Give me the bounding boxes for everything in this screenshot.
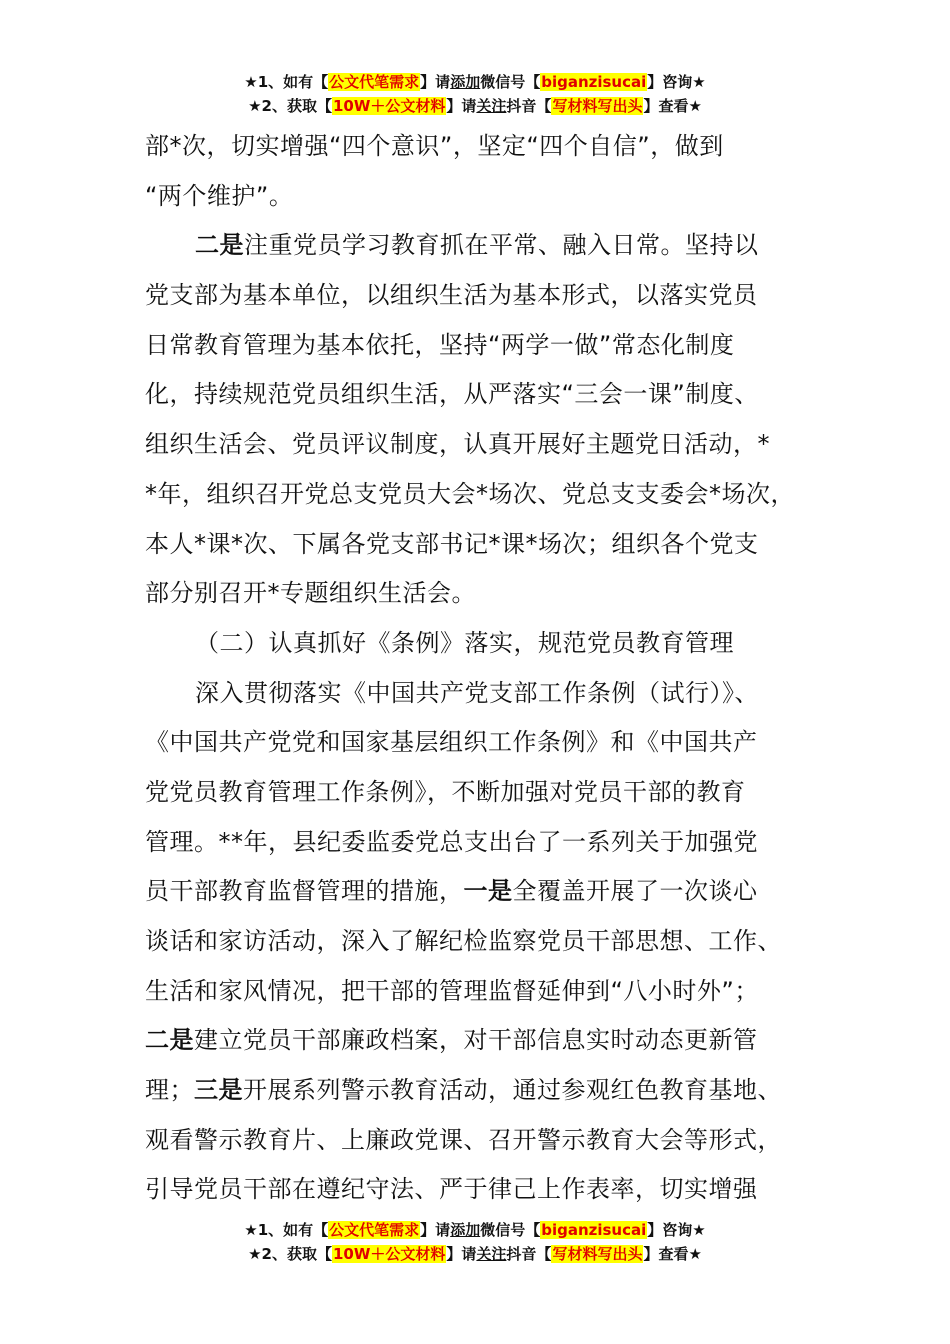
text-line	[145, 321, 825, 371]
line-text: *年，组织召开党总支党员大会*场次、党总支支委会*场次，	[145, 479, 795, 508]
line-text: 全覆盖开展了一次谈心	[512, 877, 758, 906]
banner-text: 】咨询★	[647, 1221, 706, 1239]
line-text: 部分别召开*专题组织生活会。	[145, 579, 476, 608]
banner-highlight: 10W＋公文材料	[332, 1245, 446, 1263]
banner-underline-text: 关注	[476, 97, 507, 115]
text-line	[145, 1066, 825, 1116]
line-text: 本人*课*次、下属各党支部书记*课*场次；组织各个党支	[145, 529, 759, 558]
text-line	[145, 569, 825, 619]
banner-row-1	[0, 70, 950, 94]
banner-highlight: 公文代笔需求	[329, 73, 420, 91]
banner-highlight: 10W＋公文材料	[332, 97, 446, 115]
line-text: 观看警示教育片、上廉政党课、召开警示教育大会等形式，	[145, 1125, 782, 1154]
bold-lead: 一是	[463, 877, 513, 906]
banner-highlight-douyin: 写材料写出头	[552, 97, 643, 115]
banner-underline-text: 添加	[450, 1221, 481, 1239]
banner-highlight-wechat: biganzisucai	[541, 1221, 647, 1239]
text-line	[145, 271, 825, 321]
banner-row-2	[0, 1242, 950, 1266]
footer-banner	[0, 1218, 950, 1266]
banner-text: 】咨询★	[647, 73, 706, 91]
banner-text: 微信号【	[480, 1221, 541, 1239]
text-line	[145, 917, 825, 967]
line-text: 注重党员学习教育抓在平常、融入日常。坚持以	[244, 231, 759, 260]
banner-text: ★2、获取【	[248, 1245, 332, 1263]
banner-underline-text: 关注	[476, 1245, 507, 1263]
line-text: 开展系列警示教育活动，通过参观红色教育基地、	[243, 1076, 782, 1105]
line-text: 建立党员干部廉政档案，对干部信息实时动态更新管	[194, 1026, 758, 1055]
line-text: 谈话和家访活动，深入了解纪检监察党员干部思想、工作、	[145, 927, 782, 955]
text-line	[145, 221, 825, 271]
banner-text: 】请	[446, 1245, 477, 1263]
banner-row-1	[0, 1218, 950, 1242]
banner-text: ★1、如有【	[244, 1221, 329, 1239]
line-text: 化，持续规范党员组织生活，从严落实“三会一课”制度、	[145, 380, 759, 409]
line-text: 《中国共产党党和国家基层组织工作条例》和《中国共产	[145, 728, 758, 757]
banner-text: 】请	[420, 1221, 451, 1239]
banner-text: 】查看★	[643, 97, 702, 115]
line-text: 组织生活会、党员评议制度，认真开展好主题党日活动，*	[145, 430, 770, 459]
line-text: （二）认真抓好《条例》落实，规范党员教育管理	[195, 628, 734, 657]
header-banner	[0, 70, 950, 118]
line-text: 管理。**年，县纪委监委党总支出台了一系列关于加强党	[145, 827, 758, 856]
document-body	[145, 122, 825, 1215]
banner-text: 】请	[446, 97, 477, 115]
text-line	[145, 172, 825, 222]
text-line	[145, 370, 825, 420]
banner-row-2	[0, 94, 950, 118]
text-line	[145, 1165, 825, 1215]
text-line	[145, 470, 825, 520]
text-line	[145, 619, 825, 669]
text-line	[145, 122, 825, 172]
text-line	[145, 420, 825, 470]
banner-text: 抖音【	[506, 1245, 552, 1263]
banner-text: 抖音【	[506, 97, 552, 115]
banner-text: ★2、获取【	[248, 97, 332, 115]
banner-text: 】请	[420, 73, 451, 91]
text-line	[145, 967, 825, 1017]
bold-lead: 二是	[195, 231, 244, 260]
text-line	[145, 867, 825, 917]
banner-text: 微信号【	[480, 73, 541, 91]
text-line	[145, 768, 825, 818]
bold-lead: 三是	[194, 1076, 243, 1105]
text-line	[145, 1016, 825, 1066]
text-line	[145, 1116, 825, 1166]
text-line	[145, 520, 825, 570]
line-text: “两个维护”。	[145, 181, 294, 210]
bold-lead: 二是	[145, 1026, 194, 1055]
line-text: 生活和家风情况，把干部的管理监督延伸到“八小时外”；	[145, 976, 759, 1005]
line-text: 部*次，切实增强“四个意识”，坚定“四个自信”，做到	[145, 132, 724, 160]
banner-highlight-wechat: biganzisucai	[541, 73, 647, 91]
text-line	[145, 818, 825, 868]
line-text: 党支部为基本单位，以组织生活为基本形式，以落实党员	[145, 281, 758, 310]
banner-underline-text: 添加	[450, 73, 481, 91]
line-text: 党党员教育管理工作条例》，不断加强对党员干部的教育	[145, 777, 746, 806]
line-text: 深入贯彻落实《中国共产党支部工作条例（试行）》、	[195, 678, 759, 707]
banner-text: 】查看★	[643, 1245, 702, 1263]
line-text: 引导党员干部在遵纪守法、严于律己上作表率，切实增强	[145, 1175, 758, 1204]
banner-text: ★1、如有【	[244, 73, 329, 91]
banner-highlight: 公文代笔需求	[329, 1221, 420, 1239]
text-line	[145, 718, 825, 768]
line-text: 员干部教育监督管理的措施，	[145, 877, 464, 906]
text-line	[145, 669, 825, 719]
line-text: 日常教育管理为基本依托，坚持“两学一做”常态化制度	[145, 330, 735, 359]
line-text: 理；	[145, 1076, 194, 1105]
banner-highlight-douyin: 写材料写出头	[552, 1245, 643, 1263]
